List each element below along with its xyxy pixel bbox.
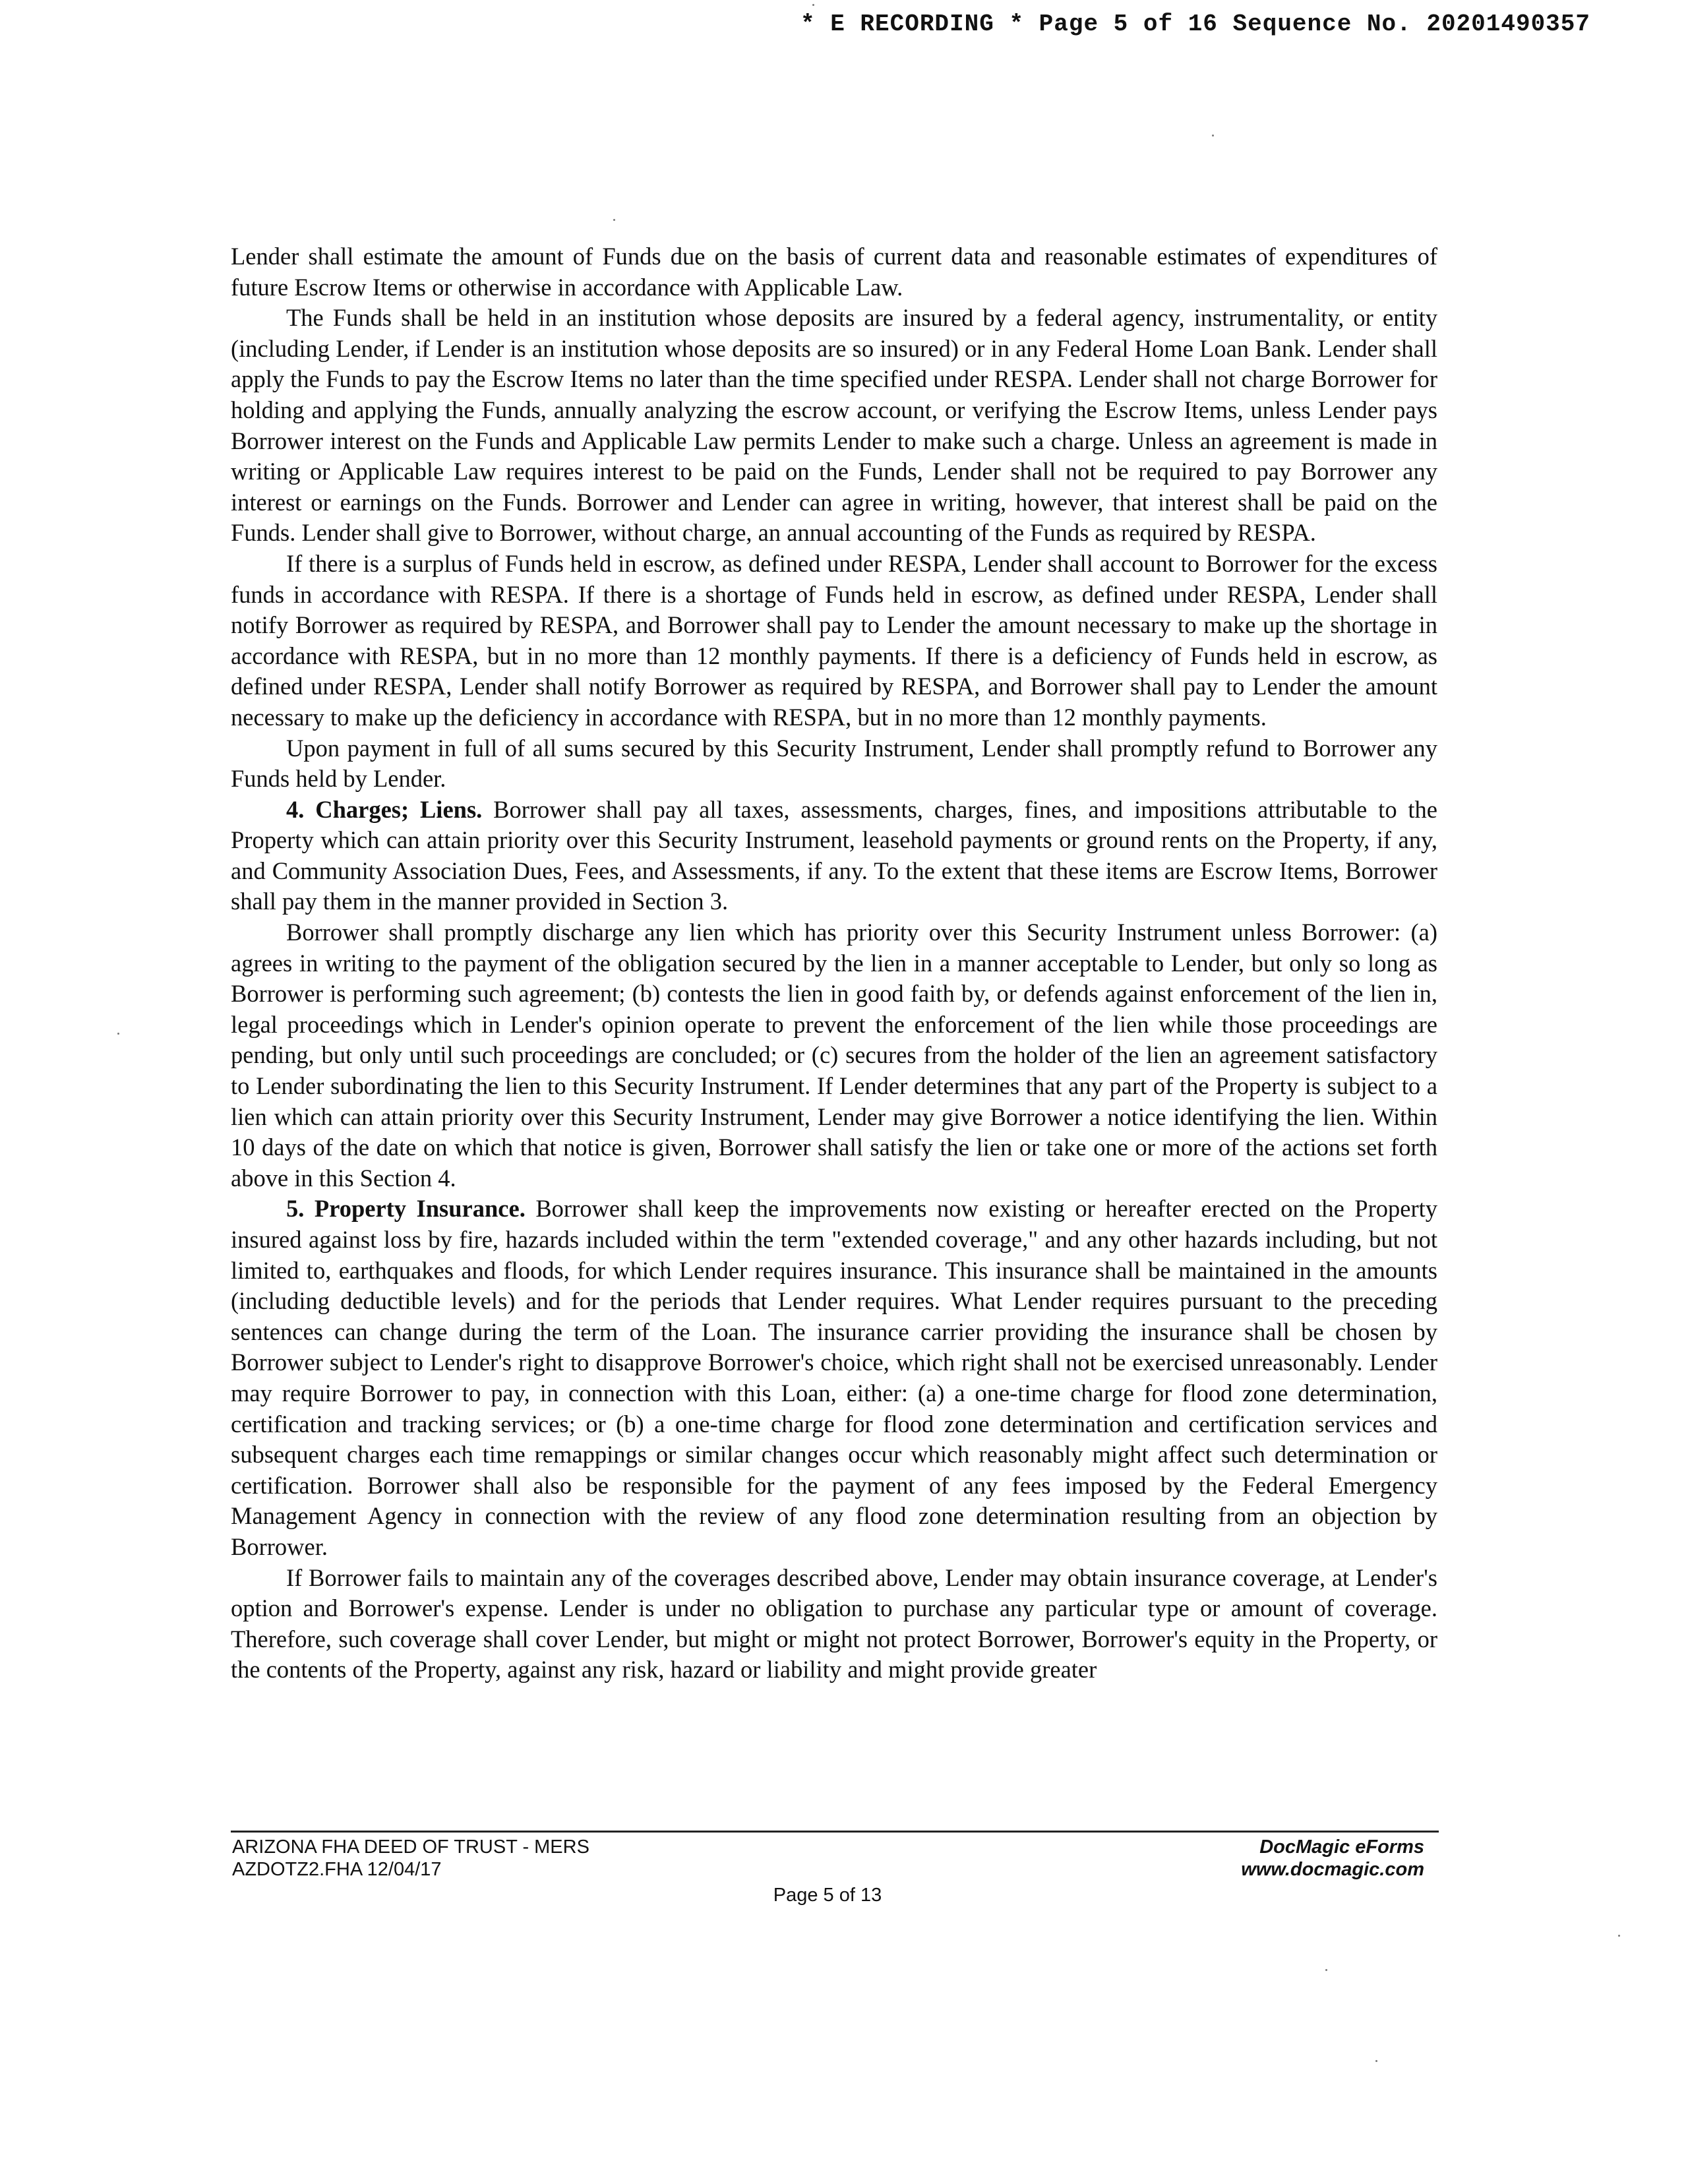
section-5-text: Borrower shall keep the improvements now existing or hereafter erected on the Property insured against loss by fire, hazards included within the term "extended coverage," and any other hazards including, but not limited to, earthquakes and floods, for which Lender requires insurance. This insurance shall be maintained in the amounts (including deductible levels) and for the periods that Lender requires. What Lender requires pursuant to the preceding sentences can change during the term of the Loan. The insurance carrier providing the insurance shall be chosen by Borrower subject to Lender's right to disapprove Borrower's choice, which right shall not be exercised unreasonably. Lender may require Borrower to pay, in connection with this Loan, either: (a) a one-time charge for flood zone determination, certification and tracking services; or (b) a one-time charge for flood zone determination and certification services and subsequent charges each time remappings or similar changes occur which reasonably might affect such determination or certification. Borrower shall also be responsible for the payment of any fees imposed by the Federal Emergency Management Agency in connection with the review of any flood zone determination resulting from an objection by Borrower.	[231, 1195, 1437, 1560]
footer-brand	[1241, 1836, 1424, 1881]
paragraph-escrow-estimate: Lender shall estimate the amount of Funds due on the basis of current data and reasonable estimates of expenditures of future Escrow Items or otherwise in accordance with Applicable Law.	[231, 243, 1437, 301]
paragraph-surplus-shortage: If there is a surplus of Funds held in escrow, as defined under RESPA, Lender shall account to Borrower for the excess funds in accordance with RESPA. If there is a shortage of Funds held in escrow, as defined under RESPA, Lender shall notify Borrower as required by RESPA, and Borrower shall pay to Lender the amount necessary to make up the shortage in accordance with RESPA, but in no more than 12 monthly payments. If there is a deficiency of Funds held in escrow, as defined under RESPA, Lender shall notify Borrower as required by RESPA, and Borrower shall pay to Lender the amount necessary to make up the deficiency in accordance with RESPA, but in no more than 12 monthly payments.	[231, 549, 1437, 731]
footer-form-title: ARIZONA FHA DEED OF TRUST - MERS	[232, 1836, 589, 1858]
scan-speck	[1212, 135, 1214, 136]
footer-brand-name: DocMagic eForms	[1259, 1836, 1424, 1858]
footer-form-code: AZDOTZ2.FHA 12/04/17	[232, 1859, 442, 1880]
footer-website: www.docmagic.com	[1241, 1859, 1424, 1880]
scan-speck	[117, 1033, 119, 1035]
document-body	[231, 241, 1437, 1685]
section-5-property-insurance	[231, 1194, 1437, 1562]
footer-form-info	[232, 1836, 589, 1881]
section-4-text: Borrower shall pay all taxes, assessments, charges, fines, and impositions attributable to the Property which can attain priority over this Security Instrument, leasehold payments or ground rents on the Property, if any, and Community Association Dues, Fees, and Assessments, if any. To the extent that these items are Escrow Items, Borrower shall pay them in the manner provided in Section 3.	[231, 795, 1437, 915]
footer-page-number: Page 5 of 13	[773, 1885, 882, 1906]
section-4-title: 4. Charges; Liens.	[286, 795, 483, 823]
section-5-title: 5. Property Insurance.	[286, 1195, 526, 1223]
scan-speck	[812, 4, 814, 6]
recording-stamp: * E RECORDING * Page 5 of 16 Sequence No. 20201490357	[800, 11, 1590, 38]
scan-speck	[1325, 1969, 1327, 1971]
footer-divider	[231, 1831, 1439, 1833]
scan-speck	[1375, 2060, 1377, 2062]
paragraph-discharge-lien: Borrower shall promptly discharge any lien which has priority over this Security Instrument unless Borrower: (a) agrees in writing to the payment of the obligation secured by the lien in a manner acceptable to Lender, but only so long as Borrower is performing such agreement; (b) contests the lien in good faith by, or defends against enforcement of the lien in, legal proceedings which in Lender's opinion operate to prevent the enforcement of the lien while those proceedings are pending, but only until such proceedings are concluded; or (c) secures from the holder of the lien an agreement satisfactory to Lender subordinating the lien to this Security Instrument. If Lender determines that any part of the Property is subject to a lien which can attain priority over this Security Instrument, Lender may give Borrower a notice identifying the lien. Within 10 days of the date on which that notice is given, Borrower shall satisfy the lien or take one or more of the actions set forth above in this Section 4.	[231, 919, 1437, 1192]
paragraph-coverage-failure: If Borrower fails to maintain any of the coverages described above, Lender may obtain insurance coverage, at Lender's option and Borrower's expense. Lender is under no obligation to purchase any particular type or amount of coverage. Therefore, such coverage shall cover Lender, but might or might not protect Borrower, Borrower's equity in the Property, or the contents of the Property, against any risk, hazard or liability and might provide greater	[231, 1563, 1437, 1684]
paragraph-funds-held: The Funds shall be held in an institution whose deposits are insured by a federal agency, instrumentality, or entity (including Lender, if Lender is an institution whose deposits are so insured) or in any Federal Home Loan Bank. Lender shall apply the Funds to pay the Escrow Items no later than the time specified under RESPA. Lender shall not charge Borrower for holding and applying the Funds, annually analyzing the escrow account, or verifying the Escrow Items, unless Lender pays Borrower interest on the Funds and Applicable Law permits Lender to make such a charge. Unless an agreement is made in writing or Applicable Law requires interest to be paid on the Funds, Lender shall not be required to pay Borrower any interest or earnings on the Funds. Borrower and Lender can agree in writing, however, that interest shall be paid on the Funds. Lender shall give to Borrower, without charge, an annual accounting of the Funds as required by RESPA.	[231, 304, 1437, 547]
scan-speck	[1618, 1935, 1620, 1937]
scan-speck	[613, 219, 615, 221]
paragraph-refund: Upon payment in full of all sums secured by this Security Instrument, Lender shall promptly refund to Borrower any Funds held by Lender.	[231, 734, 1437, 793]
section-4-charges-liens	[231, 795, 1437, 917]
